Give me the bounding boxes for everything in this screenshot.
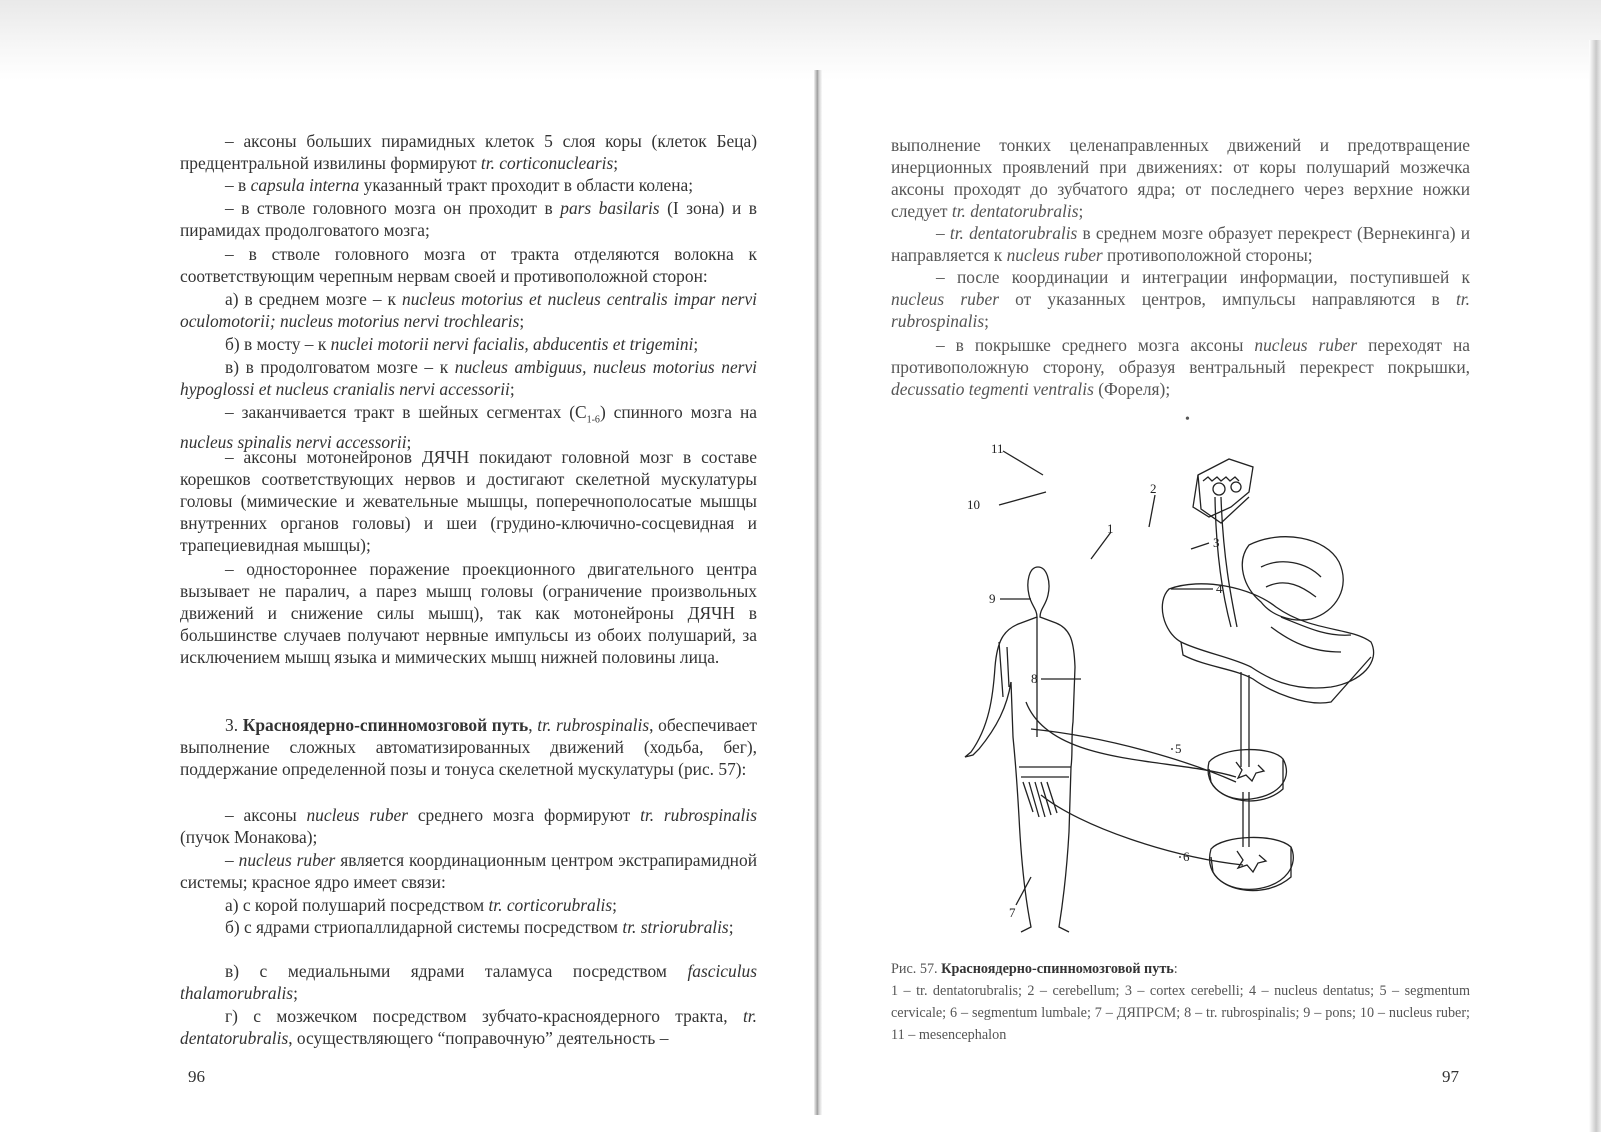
leader-10: [999, 492, 1046, 505]
right-paragraph-1: выполнение тонких целенаправленных движений и предотвращение инерционных проявлений при движениях: от коры полушарий мозжечка аксоны проходят до зубчатого ядра; от последнего через верхние ножки следует tr. dentatorubralis;: [891, 135, 1470, 221]
pons-lines: [1271, 617, 1351, 652]
right-page: [822, 0, 1601, 1132]
nucleus-ruber-left: [1213, 483, 1225, 495]
cerebellum-folia: [1261, 562, 1321, 597]
left-paragraph-3: – в стволе головного мозга он проходит в pars basilaris (I зона) и в пирамидах продолговатого мозга;: [180, 198, 757, 240]
figure-label-3: 3: [1213, 535, 1220, 550]
figure-57-rubrospinal-diagram: [951, 437, 1401, 947]
figure-labels: [967, 441, 1223, 920]
axon-to-arm: [1026, 702, 1236, 777]
figure-label-4: 4: [1216, 581, 1223, 596]
left-paragraph-5: а) в среднем мозге – к nucleus motorius et nucleus centralis impar nervi oculomotorii; nucleus motorius nervi trochlearis;: [180, 289, 757, 331]
grey-matter-lumbar: [1237, 851, 1266, 872]
figure-label-6: 6: [1183, 849, 1190, 864]
left-paragraph-6: б) в мосту – к nuclei motorii nervi facialis, abducentis et trigemini;: [225, 334, 699, 354]
left-paragraph-4: – в стволе головного мозга от тракта отделяются волокна к соответствующим черепным нервам своей и противоположной сторон:: [180, 244, 757, 286]
axon-to-arm-2: [1031, 729, 1236, 782]
figure-label-9: 9: [989, 591, 996, 606]
left-paragraph-16: в) с медиальными ядрами таламуса посредством fasciculus thalamorubralis;: [180, 961, 757, 1003]
page-right-edge-shadow: [1589, 40, 1601, 1132]
figure-label-1: 1: [1107, 521, 1114, 536]
left-paragraph-15: б) с ядрами стриопаллидарной системы посредством tr. striorubralis;: [225, 917, 734, 937]
human-right-side: [1038, 567, 1075, 932]
cerebellum-shape: [1242, 537, 1343, 620]
figure-label-2: 2: [1150, 481, 1157, 496]
right-paragraph-2: – tr. dentatorubralis в среднем мозге образует перекрест (Вернекинга) и направляется к nucleus ruber противоположной стороны;: [891, 223, 1470, 265]
left-paragraph-12: – аксоны nucleus ruber среднего мозга формируют tr. rubrospinalis (пучок Монакова);: [180, 805, 757, 847]
leg-muscles: [1023, 782, 1057, 817]
tract-path-b: [1221, 497, 1237, 627]
right-paragraph-3: – после координации и интеграции информации, поступившей к nucleus ruber от указанных центров, импульсы направляются в tr. rubrospinalis;: [891, 267, 1470, 331]
left-paragraph-10: – одностороннее поражение проекционного двигательного центра вызывает не паралич, а парез мышц головы (ограничение произвольных движений и снижение силы мышц), так как мотонейроны ДЯЧН в большинстве случаев получают нервные импульсы из обоих полушарий, за исключением мышц языка и мимических мышц нижней половины лица.: [180, 559, 757, 667]
arm-muscles: [999, 642, 1009, 697]
left-paragraph-8: – заканчивается тракт в шейных сегментах $(C_{1-6})$ спинного мозга на nucleus spinalis nervi accessorii;: [180, 402, 757, 453]
figure-label-10: 10: [967, 497, 980, 512]
figure-label-11: 11: [991, 441, 1004, 456]
left-paragraph-7: в) в продолговатом мозге – к nucleus ambiguus, nucleus motorius nervi hypoglossi et nucleus cranialis nervi accessorii;: [180, 357, 757, 399]
rubrospinal-tract-descending: [1241, 672, 1249, 767]
leader-2: [1149, 495, 1155, 527]
nucleus-ruber-right: [1231, 482, 1241, 492]
figure-strokes: [965, 451, 1374, 932]
mesencephalon-shape: [1193, 459, 1253, 517]
human-body-lines: [1019, 617, 1071, 777]
pons-thickness: [1181, 642, 1371, 703]
mesencephalon-zigzag: [1203, 477, 1239, 481]
leader-1: [1091, 532, 1111, 559]
left-paragraph-2: – в capsula interna указанный тракт проходит в области колена;: [225, 175, 694, 195]
leader-3: [1191, 543, 1209, 549]
left-paragraph-9: – аксоны мотонейронов ДЯЧН покидают головной мозг в составе корешков соответствующих нервов и достигают скелетной мускулатуры головы (мимические и жевательные мышцы, поперечнополосатые мышцы внутренних органов головы) и шеи (грудино-ключично-сосцевидная и трапециевидная мышцы);: [180, 447, 757, 555]
figure-label-5: 5: [1175, 741, 1182, 756]
print-speck: •: [1185, 412, 1190, 427]
leader-11: [1003, 451, 1043, 475]
right-paragraph-4: – в покрышке среднего мозга аксоны nucleus ruber переходят на противоположную сторону, образуя вентральный перекрест покрышки, decussatio tegmenti ventralis (Фореля);: [891, 335, 1471, 399]
left-paragraph-14: а) с корой полушарий посредством tr. corticorubralis;: [225, 895, 617, 915]
left-page-number: 96: [188, 1067, 205, 1086]
left-paragraph-17: г) с мозжечком посредством зубчато-красноядерного тракта, tr. dentatorubralis, осуществляющего “поправочную” деятельность –: [180, 1006, 757, 1048]
left-paragraph-1: – аксоны больших пирамидных клеток 5 слоя коры (клеток Беца) предцентральной извилины формируют tr. corticonuclearis;: [180, 131, 757, 173]
pons-shape: [1162, 584, 1373, 688]
figure-label-8: 8: [1031, 671, 1038, 686]
axon-to-leg: [1041, 795, 1243, 865]
grey-matter-cervical: [1236, 762, 1264, 781]
figure-caption: Рис. 57. Красноядерно-спинномозговой путь: 1 – tr. dentatorubralis; 2 – cerebellum; 3 – cortex cerebelli; 4 – nucleus dentatus; 5 – segmentum cervicale; 6 – segmentum lumbale; 7 – ДЯПРСМ; 8 – tr. rubrospinalis; 9 – pons; 10 – nucleus ruber; 11 – mesencephalon: [891, 961, 1470, 1043]
segmentum-cervicale-side: [1209, 759, 1283, 801]
right-page-number: 97: [1442, 1067, 1459, 1086]
human-head-and-arm: [965, 567, 1038, 757]
book-spine: [814, 70, 822, 1115]
left-paragraph-11: 3. Красноядерно-спинномозговой путь, tr. rubrospinalis, обеспечивает выполнение сложных автоматизированных движений (ходьба, бег), поддержание определенной позы и тонуса скелетной мускулатуры (рис. 57):: [180, 715, 757, 779]
left-paragraph-13: – nucleus ruber является координационным центром экстрапирамидной системы; красное ядро имеет связи:: [180, 850, 757, 892]
figure-drawing: [951, 437, 1401, 947]
figure-label-7: 7: [1009, 905, 1016, 920]
